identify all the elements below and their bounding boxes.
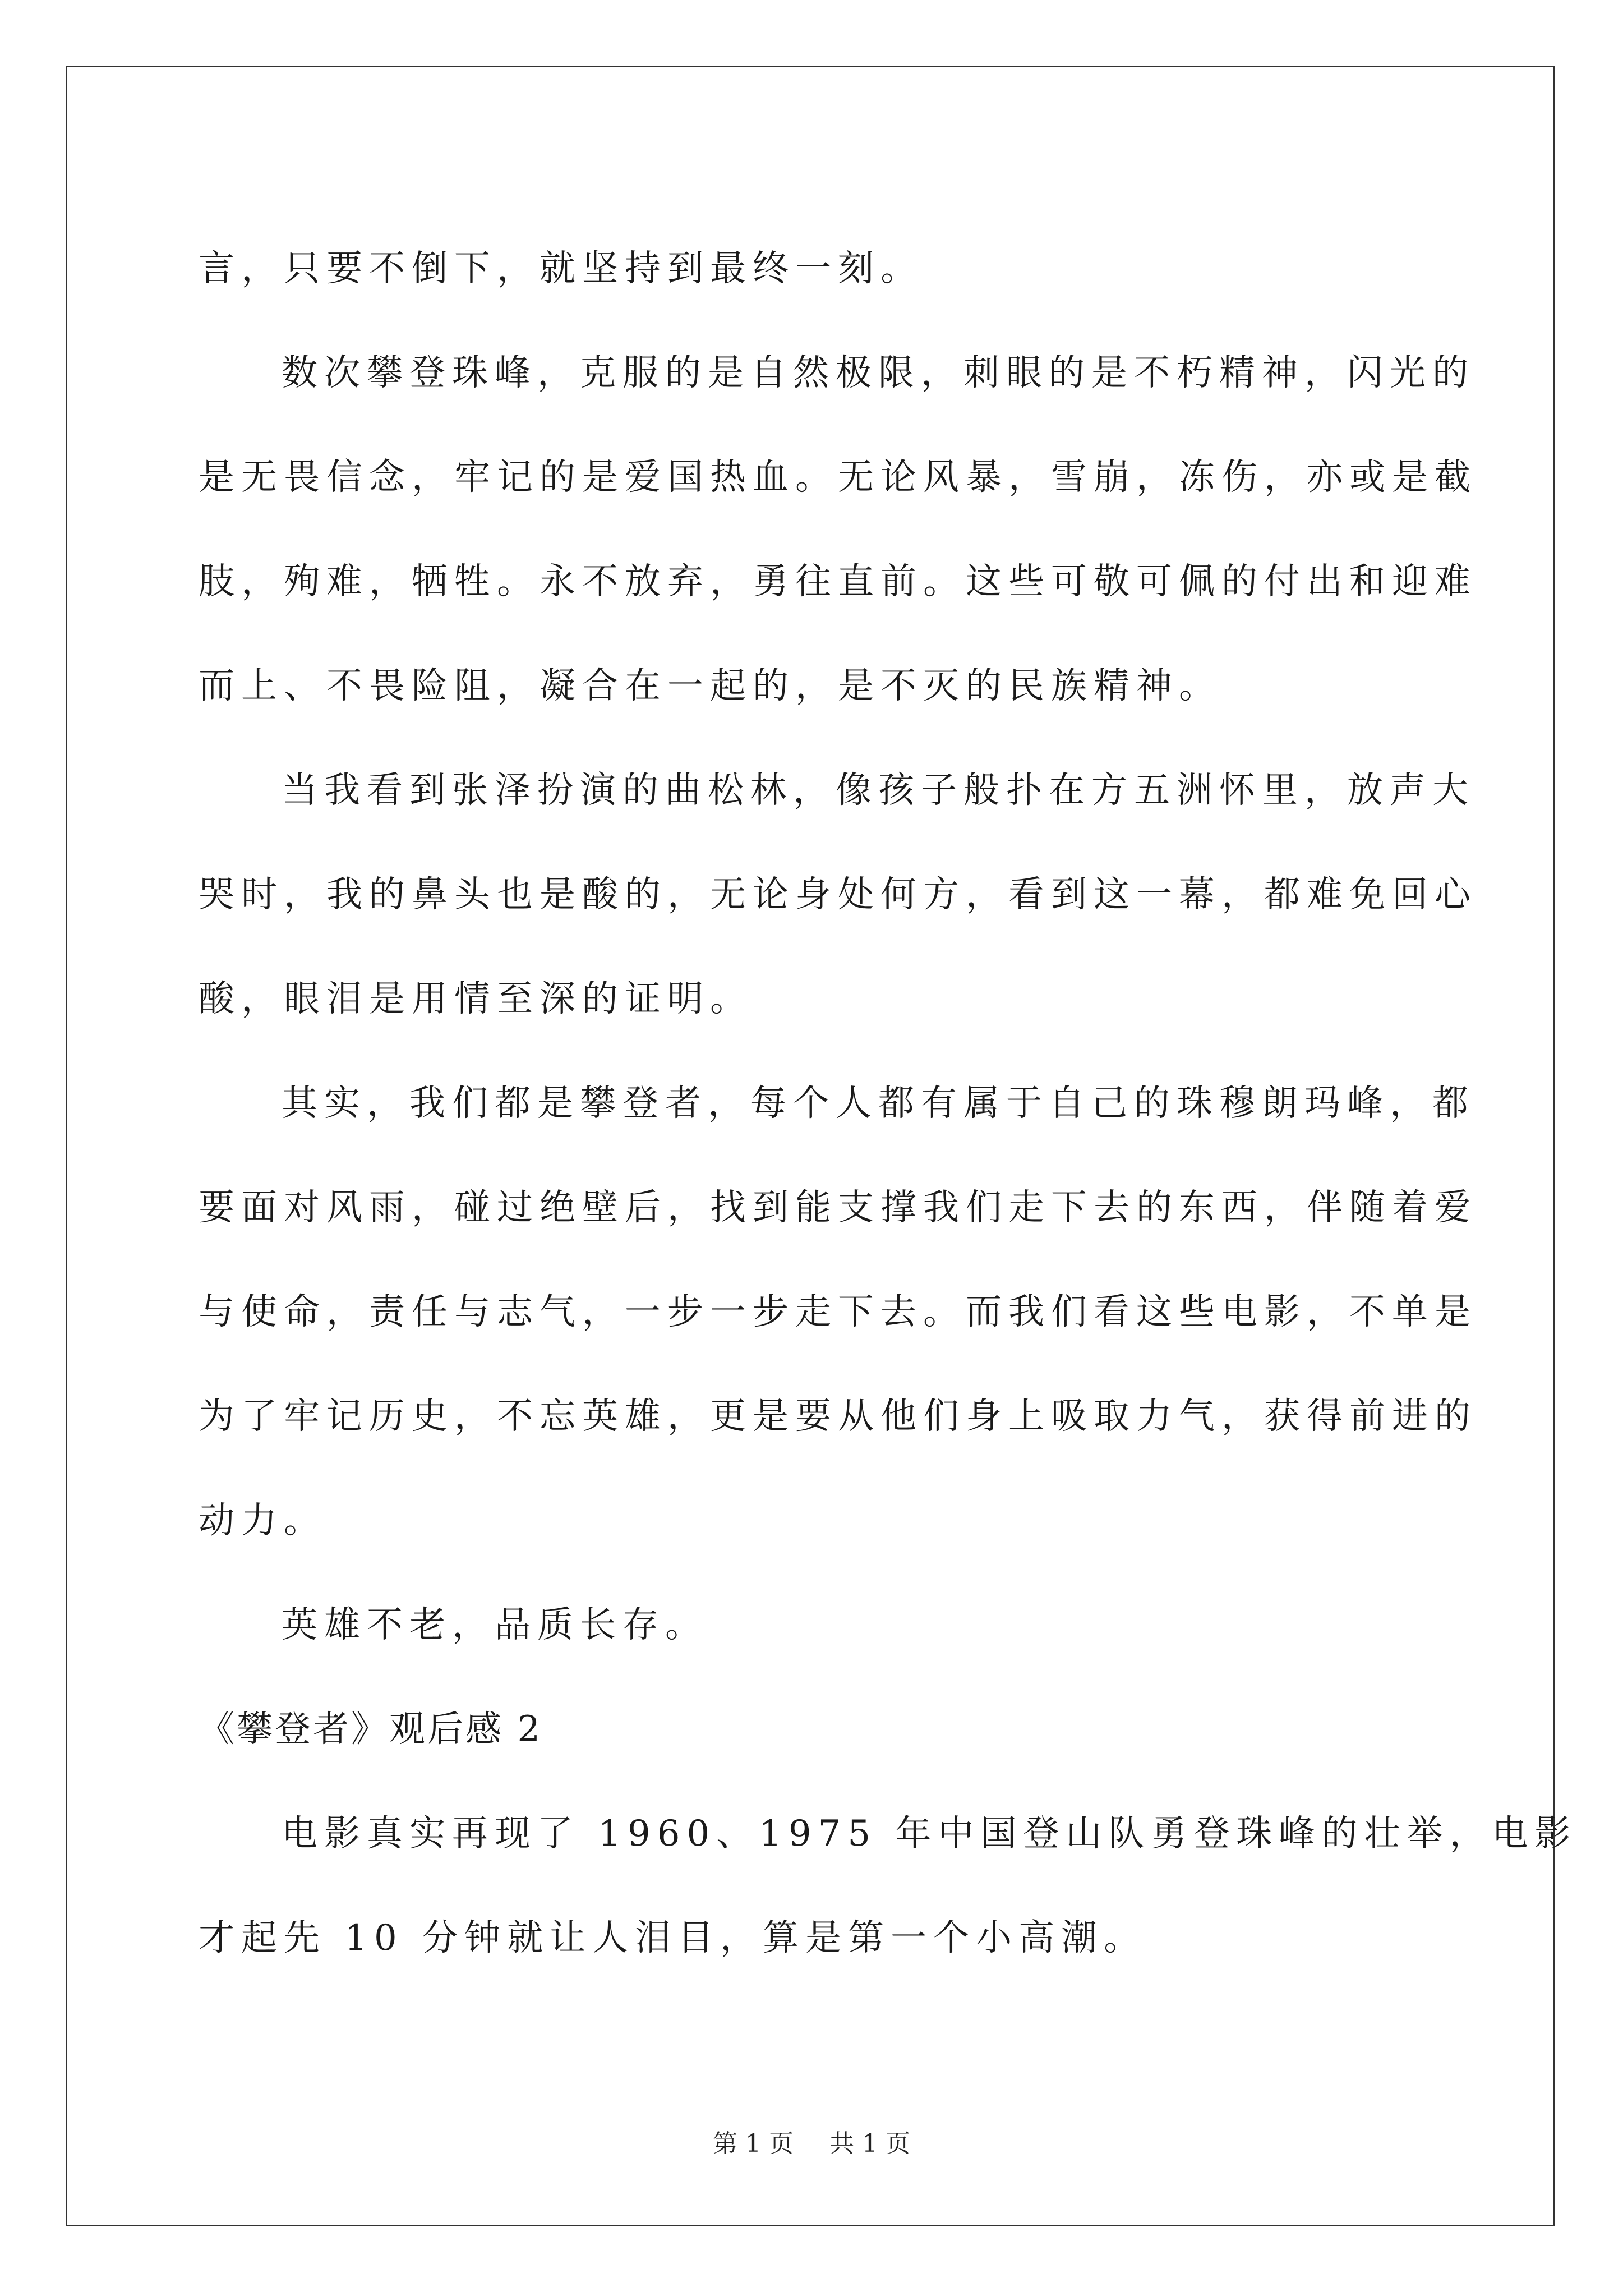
text-line: 酸，眼泪是用情至深的证明。 [199,978,753,1020]
section-heading: 《攀登者》观后感 2 [199,1709,543,1750]
text-line: 要面对风雨，碰过绝壁后，找到能支撑我们走下去的东西，伴随着爱 [199,1187,1477,1228]
text-line: 为了牢记历史，不忘英雄，更是要从他们身上吸取力气，获得前进的 [199,1396,1477,1437]
page-number: 第 1 页 [713,2129,794,2158]
paragraph-start: 数次攀登珠峰，克服的是自然极限，刺眼的是不朽精神，闪光的 [282,352,1475,394]
page-footer [0,2127,1623,2161]
paragraph-start: 其实，我们都是攀登者，每个人都有属于自己的珠穆朗玛峰，都 [282,1083,1475,1124]
text-line: 是无畏信念，牢记的是爱国热血。无论风暴，雪崩，冻伤，亦或是截 [199,457,1477,498]
paragraph-start: 英雄不老，品质长存。 [282,1604,708,1646]
text-line: 哭时，我的鼻头也是酸的，无论身处何方，看到这一幕，都难免回心 [199,874,1477,915]
text-line: 才起先 10 分钟就让人泪目，算是第一个小高潮。 [199,1917,1147,1959]
text-line: 动力。 [199,1500,326,1542]
text-line: 肢，殉难，牺牲。永不放弃，勇往直前。这些可敬可佩的付出和迎难 [199,561,1477,602]
paragraph-start: 电影真实再现了 1960、1975 年中国登山队勇登珠峰的壮举，电影 [282,1813,1578,1855]
text-line: 而上、不畏险阻，凝合在一起的，是不灭的民族精神。 [199,665,1221,707]
paragraph-start: 当我看到张泽扮演的曲松林，像孩子般扑在方五洲怀里，放声大 [282,770,1475,811]
text-line: 言，只要不倒下，就坚持到最终一刻。 [199,248,923,289]
document-body [199,217,1578,1990]
page-count: 共 1 页 [829,2129,910,2158]
text-line: 与使命，责任与志气，一步一步走下去。而我们看这些电影，不单是 [199,1291,1477,1333]
